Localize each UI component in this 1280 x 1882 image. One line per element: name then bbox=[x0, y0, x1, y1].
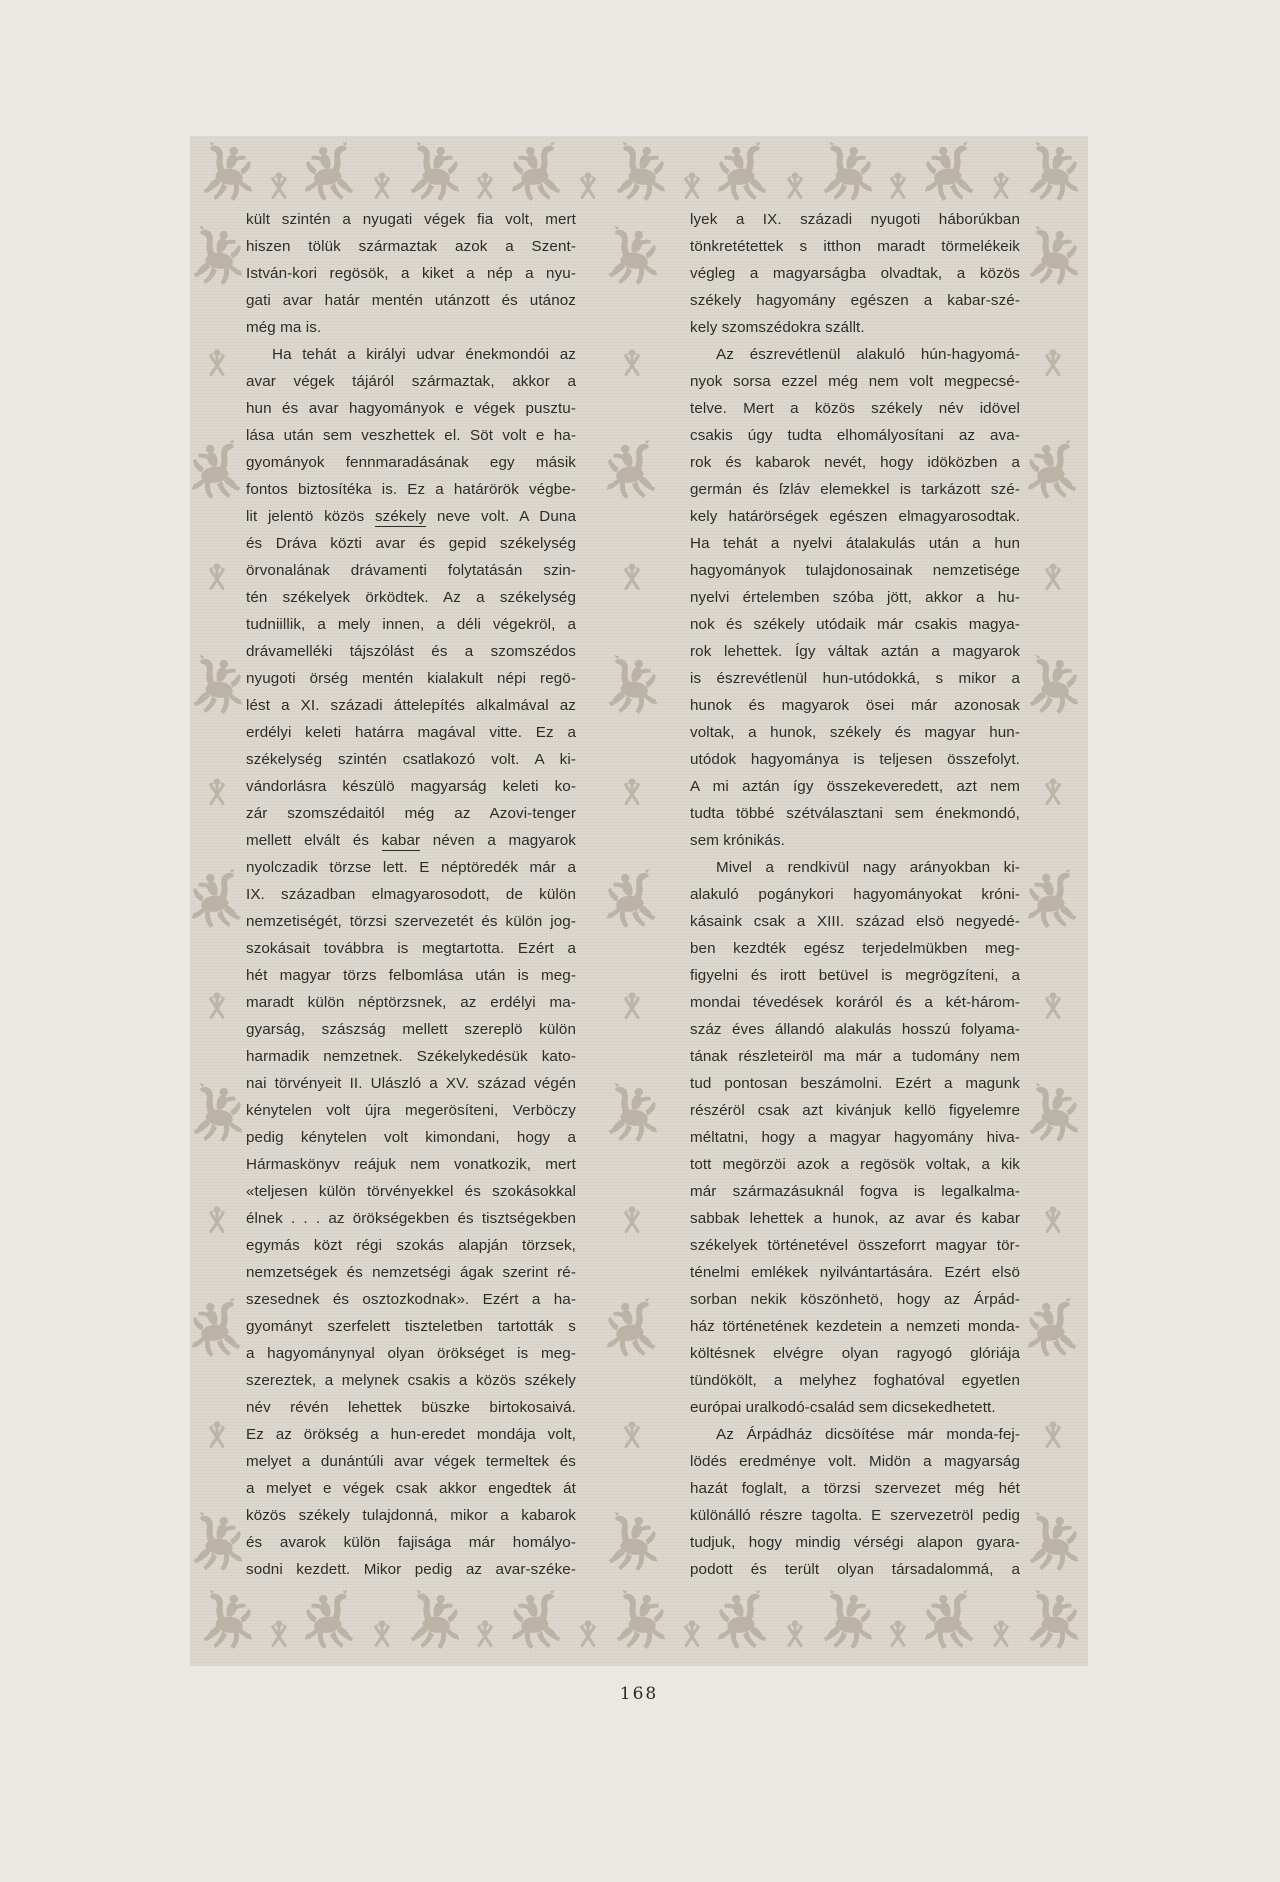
dancing-figure-ornament-icon bbox=[1026, 1588, 1080, 1654]
text-line: maradt külön néptörzsnek, az erdélyi ma- bbox=[246, 994, 576, 1011]
text-line: név révén lehettek büszke birtokosaivá. bbox=[246, 1399, 576, 1416]
ornament-border-bottom bbox=[200, 1588, 1080, 1654]
text-line: kely szomszédokra szállt. bbox=[690, 319, 865, 336]
dancing-figure-ornament-icon bbox=[190, 653, 244, 719]
text-line: nai törvényeit II. Ulászló a XV. század végén bbox=[246, 1075, 576, 1092]
crossed-sticks-ornament-icon bbox=[1041, 559, 1065, 597]
dancing-figure-ornament-icon bbox=[303, 140, 357, 206]
crossed-sticks-ornament-icon bbox=[267, 168, 291, 206]
crossed-sticks-ornament-icon bbox=[205, 1417, 229, 1455]
text-line: drávamelléki tájszólást és a szomszédos bbox=[246, 643, 576, 660]
crossed-sticks-ornament-icon bbox=[783, 168, 807, 206]
text-line: ház történetének kezdetein a nemzeti monda- bbox=[690, 1318, 1020, 1335]
text-line: IX. században elmagyarosodott, de külön bbox=[246, 886, 576, 903]
text-line: hunok és magyarok ösei már azonosak bbox=[690, 697, 1020, 714]
text-line: mondai tévedések koráról és a két-három- bbox=[690, 994, 1020, 1011]
text-line: gyományt szerfelett tiszteletben tartották s bbox=[246, 1318, 576, 1335]
crossed-sticks-ornament-icon bbox=[989, 1616, 1013, 1654]
text-line: lést a XI. századi áttelepítés alkalmával az bbox=[246, 697, 576, 714]
ornament-border-middle bbox=[603, 224, 661, 1576]
text-line: tén székelyek örködtek. Az a székelység bbox=[246, 589, 576, 606]
crossed-sticks-ornament-icon bbox=[620, 559, 644, 597]
dancing-figure-ornament-icon bbox=[1026, 1510, 1080, 1576]
text-line: sorban nekik köszönhetö, hogy az Árpád- bbox=[690, 1291, 1020, 1308]
crossed-sticks-ornament-icon bbox=[1041, 988, 1065, 1026]
dancing-figure-ornament-icon bbox=[190, 1510, 244, 1576]
text-line: a melyet e végek csak akkor engedtek át bbox=[246, 1480, 576, 1497]
text-line: szereztek, a melynek csakis a közös székely bbox=[246, 1372, 576, 1389]
crossed-sticks-ornament-icon bbox=[473, 168, 497, 206]
dancing-figure-ornament-icon bbox=[1026, 867, 1080, 933]
text-line: végleg a magyarságba olvadtak, a közös bbox=[690, 265, 1020, 282]
dancing-figure-ornament-icon bbox=[1026, 224, 1080, 290]
dancing-figure-ornament-icon bbox=[605, 224, 659, 290]
text-line: «teljesen külön törvényekkel és szokásokkal bbox=[246, 1183, 576, 1200]
text-line: különálló részre tagolta. E szervezetröl pedig bbox=[690, 1507, 1020, 1524]
dancing-figure-ornament-icon bbox=[605, 1081, 659, 1147]
text-line: harmadik nemzetnek. Székelykedésük kato- bbox=[246, 1048, 576, 1065]
text-line: lit jelentö közös székely neve volt. A Duna bbox=[246, 508, 577, 525]
text-line: nyelvi értelemben szóba jött, akkor a hu- bbox=[690, 589, 1020, 606]
text-line: ténelmi emlékek nyilvántartására. Ezért elsö bbox=[690, 1264, 1020, 1281]
text-line: székelyek történetével összeforrt magyar tör- bbox=[690, 1237, 1020, 1254]
text-line: a hagyománynyal olyan örökséget is meg- bbox=[246, 1345, 576, 1362]
dancing-figure-ornament-icon bbox=[190, 224, 244, 290]
text-line: székelység szintén csatlakozó volt. A ki- bbox=[246, 751, 576, 768]
text-line: lása után sem veszhettek el. Söt volt e ha- bbox=[246, 427, 576, 444]
text-line: pedig kénytelen volt kimondani, hogy a bbox=[246, 1129, 576, 1146]
text-line: hun és avar hagyományok e végek pusztu- bbox=[246, 400, 576, 417]
text-line: sem krónikás. bbox=[690, 832, 785, 849]
text-line: melyet a dunántúli avar végek termeltek és bbox=[246, 1453, 576, 1470]
text-line: tud pontosan beszámolni. Ezért a magunk bbox=[690, 1075, 1020, 1092]
text-line: A mi aztán így összekeveredett, azt nem bbox=[690, 778, 1020, 795]
text-line: nyugoti örség mentén kialakult népi regö- bbox=[246, 670, 576, 687]
crossed-sticks-ornament-icon bbox=[576, 168, 600, 206]
dancing-figure-ornament-icon bbox=[200, 140, 254, 206]
dancing-figure-ornament-icon bbox=[716, 140, 770, 206]
text-line: kült szintén a nyugati végek fia volt, mert bbox=[246, 211, 576, 228]
crossed-sticks-ornament-icon bbox=[989, 168, 1013, 206]
text-line: európai uralkodó-család sem dicsekedhetett. bbox=[690, 1399, 996, 1416]
crossed-sticks-ornament-icon bbox=[886, 168, 910, 206]
text-line: vándorlásra készülö magyarság keleti ko- bbox=[246, 778, 576, 795]
dancing-figure-ornament-icon bbox=[613, 140, 667, 206]
dancing-figure-ornament-icon bbox=[1026, 438, 1080, 504]
dancing-figure-ornament-icon bbox=[407, 140, 461, 206]
text-line: nemzetiségét, törzsi szervezetét és külön jog- bbox=[246, 913, 576, 930]
text-line: tudniillik, a mely innen, a déli végekröl, a bbox=[246, 616, 576, 633]
text-line: már származásuknál fogva is legalkalma- bbox=[690, 1183, 1020, 1200]
underlined-word: székely bbox=[374, 508, 427, 525]
text-line: kénytelen volt újra megerösíteni, Verböczy bbox=[246, 1102, 576, 1119]
text-line: germán és ſzláv elemekkel is tarkázott szé- bbox=[690, 481, 1020, 498]
crossed-sticks-ornament-icon bbox=[267, 1616, 291, 1654]
text-line: alakuló pogánykori hagyományokat króni- bbox=[690, 886, 1020, 903]
text-line: tönkretétettek s itthon maradt törmelékeik bbox=[690, 238, 1020, 255]
text-line: lyek a IX. századi nyugoti háborúkban bbox=[690, 211, 1020, 228]
text-line: költésnek elvégre olyan ragyogó glóriája bbox=[690, 1345, 1020, 1362]
ornament-border-left bbox=[188, 224, 246, 1576]
text-line: telve. Mert a közös székely név idövel bbox=[690, 400, 1020, 417]
text-line: száz éves állandó alakulás hosszú folyama- bbox=[690, 1021, 1020, 1038]
text-line: Ha tehát a királyi udvar énekmondói az bbox=[272, 346, 576, 363]
text-line: egymás közt régi szokás alapján törzsek, bbox=[246, 1237, 576, 1254]
text-line: sabbak lehettek a hunok, az avar és kabar bbox=[690, 1210, 1020, 1227]
text-line: is észrevétlenül hun-utódokká, s mikor a bbox=[690, 670, 1020, 687]
dancing-figure-ornament-icon bbox=[613, 1588, 667, 1654]
text-line: Hármaskönyv reájuk nem vonatkozik, mert bbox=[246, 1156, 576, 1173]
crossed-sticks-ornament-icon bbox=[1041, 345, 1065, 383]
text-line: zár szomszédaitól még az Azovi-tenger bbox=[246, 805, 576, 822]
text-column-left bbox=[246, 206, 576, 1583]
text-line: hiszen tölük származtak azok a Szent- bbox=[246, 238, 576, 255]
text-line: szesednek és osztozkodnak». Ezért a ha- bbox=[246, 1291, 576, 1308]
text-line: Ez az örökség a hun-eredet mondája volt, bbox=[246, 1426, 576, 1443]
dancing-figure-ornament-icon bbox=[820, 1588, 874, 1654]
dancing-figure-ornament-icon bbox=[1026, 653, 1080, 719]
text-line: voltak, a hunok, székely és magyar hun- bbox=[690, 724, 1020, 741]
crossed-sticks-ornament-icon bbox=[473, 1616, 497, 1654]
dancing-figure-ornament-icon bbox=[923, 140, 977, 206]
underlined-word: kabar bbox=[381, 832, 421, 849]
dancing-figure-ornament-icon bbox=[190, 1081, 244, 1147]
text-line: fontos biztosítéka is. Ez a határörök végbe- bbox=[246, 481, 576, 498]
crossed-sticks-ornament-icon bbox=[680, 1616, 704, 1654]
crossed-sticks-ornament-icon bbox=[620, 1202, 644, 1240]
dancing-figure-ornament-icon bbox=[510, 1588, 564, 1654]
crossed-sticks-ornament-icon bbox=[205, 774, 229, 812]
dancing-figure-ornament-icon bbox=[200, 1588, 254, 1654]
text-line: részéröl csak azt kivánjuk kellö figyelemre bbox=[690, 1102, 1020, 1119]
text-column-right bbox=[690, 206, 1020, 1583]
dancing-figure-ornament-icon bbox=[605, 1296, 659, 1362]
dancing-figure-ornament-icon bbox=[1026, 1081, 1080, 1147]
text-line: gati avar határ mentén utánzott és utánoz bbox=[246, 292, 576, 309]
text-line: örvonalának drávamenti folytatásán szin- bbox=[246, 562, 576, 579]
text-line: podott és terült olyan társadalommá, a bbox=[690, 1561, 1020, 1578]
text-line: gyarság, szászság mellett szereplö külön bbox=[246, 1021, 576, 1038]
text-line: hét magyar törzs felbomlása után is meg- bbox=[246, 967, 576, 984]
crossed-sticks-ornament-icon bbox=[205, 988, 229, 1026]
crossed-sticks-ornament-icon bbox=[620, 1417, 644, 1455]
dancing-figure-ornament-icon bbox=[190, 1296, 244, 1362]
dancing-figure-ornament-icon bbox=[1026, 1296, 1080, 1362]
dancing-figure-ornament-icon bbox=[923, 1588, 977, 1654]
text-line: tudjuk, hogy mindig vérségi alapon gyara- bbox=[690, 1534, 1020, 1551]
dancing-figure-ornament-icon bbox=[820, 140, 874, 206]
text-line: nok és székely utódaik már csakis magya- bbox=[690, 616, 1020, 633]
crossed-sticks-ornament-icon bbox=[620, 774, 644, 812]
text-line: méltatni, hogy a magyar hagyomány hiva- bbox=[690, 1129, 1020, 1146]
text-line: még ma is. bbox=[246, 319, 322, 336]
text-line: sodni kezdett. Mikor pedig az avar-széke- bbox=[246, 1561, 576, 1578]
text-line: avar végek tájáról származtak, akkor a bbox=[246, 373, 576, 390]
text-line: nyolczadik törzse lett. E néptöredék már a bbox=[246, 859, 576, 876]
text-line: tudta többé szétválasztani sem énekmondó, bbox=[690, 805, 1020, 822]
text-line: gyományok fennmaradásának egy másik bbox=[246, 454, 576, 471]
text-line: és avarok külön fajisága már homályo- bbox=[246, 1534, 576, 1551]
text-line: ben kezdték egész terjedelmükben meg- bbox=[690, 940, 1020, 957]
crossed-sticks-ornament-icon bbox=[620, 345, 644, 383]
text-line: Az Árpádház dicsöítése már monda-fej- bbox=[716, 1426, 1020, 1443]
dancing-figure-ornament-icon bbox=[190, 867, 244, 933]
text-line: kásaink csak a XIII. század elsö negyedé- bbox=[690, 913, 1020, 930]
text-line: rok és kabarok nevét, hogy idöközben a bbox=[690, 454, 1020, 471]
crossed-sticks-ornament-icon bbox=[886, 1616, 910, 1654]
dancing-figure-ornament-icon bbox=[303, 1588, 357, 1654]
text-line: Ha tehát a nyelvi átalakulás után a hun bbox=[690, 535, 1020, 552]
text-line: és Dráva közti avar és gepid székelység bbox=[246, 535, 576, 552]
ornament-border-right bbox=[1024, 224, 1082, 1576]
text-line: közös székely tulajdonná, mikor a kabarok bbox=[246, 1507, 576, 1524]
dancing-figure-ornament-icon bbox=[605, 1510, 659, 1576]
dancing-figure-ornament-icon bbox=[605, 653, 659, 719]
text-line: nyok sorsa ezzel még nem volt megpecsé- bbox=[690, 373, 1020, 390]
text-line: kely határörségek egészen elmagyarosodtak. bbox=[690, 508, 1020, 525]
crossed-sticks-ornament-icon bbox=[1041, 1202, 1065, 1240]
crossed-sticks-ornament-icon bbox=[205, 559, 229, 597]
ornament-border-top bbox=[200, 140, 1080, 206]
text-line: csakis úgy tudta elhomályosítani az ava- bbox=[690, 427, 1020, 444]
text-line: lödés eredménye volt. Midön a magyarság bbox=[690, 1453, 1020, 1470]
text-line: nemzetségek és nemzetségi ágak szerint ré- bbox=[246, 1264, 576, 1281]
dancing-figure-ornament-icon bbox=[605, 438, 659, 504]
text-line: Mivel a rendkivül nagy arányokban ki- bbox=[716, 859, 1020, 876]
crossed-sticks-ornament-icon bbox=[205, 345, 229, 383]
text-line: tündökölt, a melyhez foghatóval egyetlen bbox=[690, 1372, 1020, 1389]
text-line: erdélyi keleti határra magával vitte. Ez a bbox=[246, 724, 576, 741]
text-line: utódok hagyománya is teljesen összefolyt. bbox=[690, 751, 1020, 768]
text-line: székely hagyomány egészen a kabar-szé- bbox=[690, 292, 1020, 309]
text-line: hazát foglalt, a törzsi szervezet még hét bbox=[690, 1480, 1020, 1497]
text-line: figyelni és irott betüvel is megrögzíteni, a bbox=[690, 967, 1020, 984]
crossed-sticks-ornament-icon bbox=[205, 1202, 229, 1240]
text-line: Az észrevétlenül alakuló hún-hagyomá- bbox=[716, 346, 1020, 363]
text-line: tának részleteiröl ma már a tudomány nem bbox=[690, 1048, 1020, 1065]
dancing-figure-ornament-icon bbox=[1026, 140, 1080, 206]
crossed-sticks-ornament-icon bbox=[620, 988, 644, 1026]
text-line: tott megörzöi azok a regösök voltak, a kik bbox=[690, 1156, 1020, 1173]
crossed-sticks-ornament-icon bbox=[1041, 1417, 1065, 1455]
text-line: élnek . . . az örökségekben és tisztségekben bbox=[246, 1210, 576, 1227]
text-line: hagyományok tulajdonosainak nemzetisége bbox=[690, 562, 1020, 579]
dancing-figure-ornament-icon bbox=[510, 140, 564, 206]
text-line: István-kori regösök, a kiket a nép a nyu- bbox=[246, 265, 576, 282]
text-line: mellett elvált és kabar néven a magyarok bbox=[246, 832, 576, 849]
text-line: rok lehettek. Így váltak aztán a magyarok bbox=[690, 643, 1020, 660]
crossed-sticks-ornament-icon bbox=[370, 1616, 394, 1654]
dancing-figure-ornament-icon bbox=[190, 438, 244, 504]
page-number: 168 bbox=[619, 1684, 659, 1704]
dancing-figure-ornament-icon bbox=[605, 867, 659, 933]
crossed-sticks-ornament-icon bbox=[370, 168, 394, 206]
crossed-sticks-ornament-icon bbox=[1041, 774, 1065, 812]
crossed-sticks-ornament-icon bbox=[680, 168, 704, 206]
dancing-figure-ornament-icon bbox=[407, 1588, 461, 1654]
crossed-sticks-ornament-icon bbox=[783, 1616, 807, 1654]
dancing-figure-ornament-icon bbox=[716, 1588, 770, 1654]
text-line: szokásait továbbra is megtartotta. Ezért a bbox=[246, 940, 576, 957]
crossed-sticks-ornament-icon bbox=[576, 1616, 600, 1654]
